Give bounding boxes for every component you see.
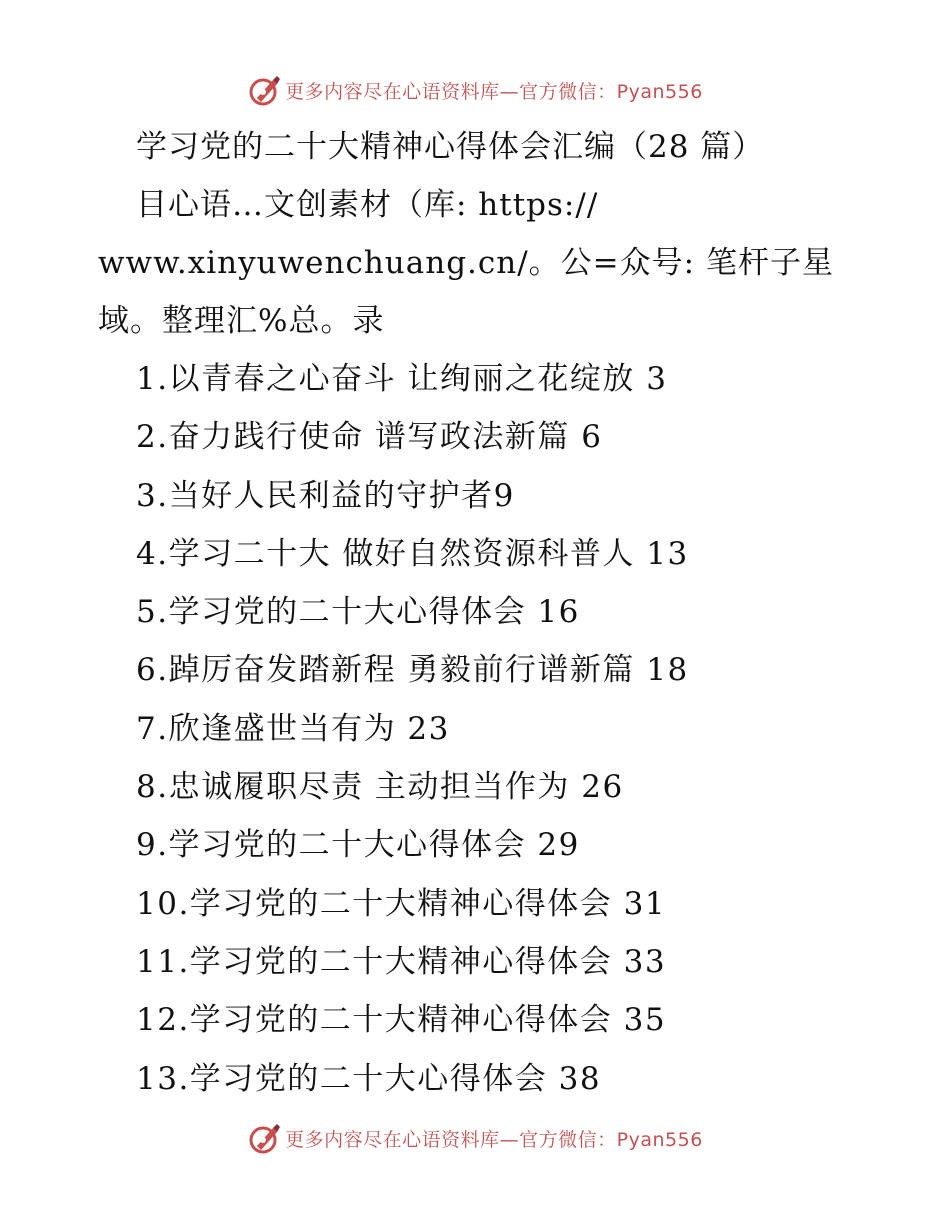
toc-item: 12.学习党的二十大精神心得体会 35 bbox=[136, 1002, 667, 1039]
toc-item: 9.学习党的二十大心得体会 29 bbox=[136, 827, 580, 864]
toc-item: 4.学习二十大 做好自然资源科普人 13 bbox=[136, 535, 689, 572]
intro-line-2: www.xinyuwenchuang.cn/。公=众号: 笔杆子星 bbox=[98, 245, 834, 281]
pen-logo-icon bbox=[247, 72, 283, 108]
toc-item: 11.学习党的二十大精神心得体会 33 bbox=[136, 943, 667, 980]
toc-item: 13.学习党的二十大心得体会 38 bbox=[136, 1060, 602, 1097]
toc-item: 10.学习党的二十大精神心得体会 31 bbox=[136, 885, 667, 922]
pen-logo-icon bbox=[247, 1120, 283, 1156]
toc-item: 1.以青春之心奋斗 让绚丽之花绽放 3 bbox=[136, 361, 668, 397]
toc-item: 2.奋力践行使命 谱写政法新篇 6 bbox=[136, 419, 603, 456]
intro-line-1: 目心语…文创素材（库: https:// bbox=[136, 187, 599, 223]
footer-watermark-banner bbox=[0, 1118, 950, 1158]
header-watermark-banner bbox=[0, 70, 950, 110]
toc-item: 5.学习党的二十大心得体会 16 bbox=[136, 594, 580, 631]
toc-item: 8.忠诚履职尽责 主动担当作为 26 bbox=[136, 769, 624, 806]
intro-line-3: 域。整理汇%总。录 bbox=[98, 303, 385, 339]
document-body bbox=[98, 118, 898, 1108]
table-of-contents bbox=[98, 350, 898, 1108]
watermark-text: 更多内容尽在心语资料库—官方微信：Pyan556 bbox=[285, 80, 703, 103]
toc-item: 6.踔厉奋发踏新程 勇毅前行谱新篇 18 bbox=[136, 652, 689, 689]
toc-item: 7.欣逢盛世当有为 23 bbox=[136, 710, 450, 747]
document-title: 学习党的二十大精神心得体会汇编（28 篇） bbox=[136, 129, 765, 165]
toc-item: 3.当好人民利益的守护者9 bbox=[136, 477, 515, 514]
intro-paragraph bbox=[98, 176, 898, 350]
watermark-text: 更多内容尽在心语资料库—官方微信：Pyan556 bbox=[285, 1128, 703, 1151]
